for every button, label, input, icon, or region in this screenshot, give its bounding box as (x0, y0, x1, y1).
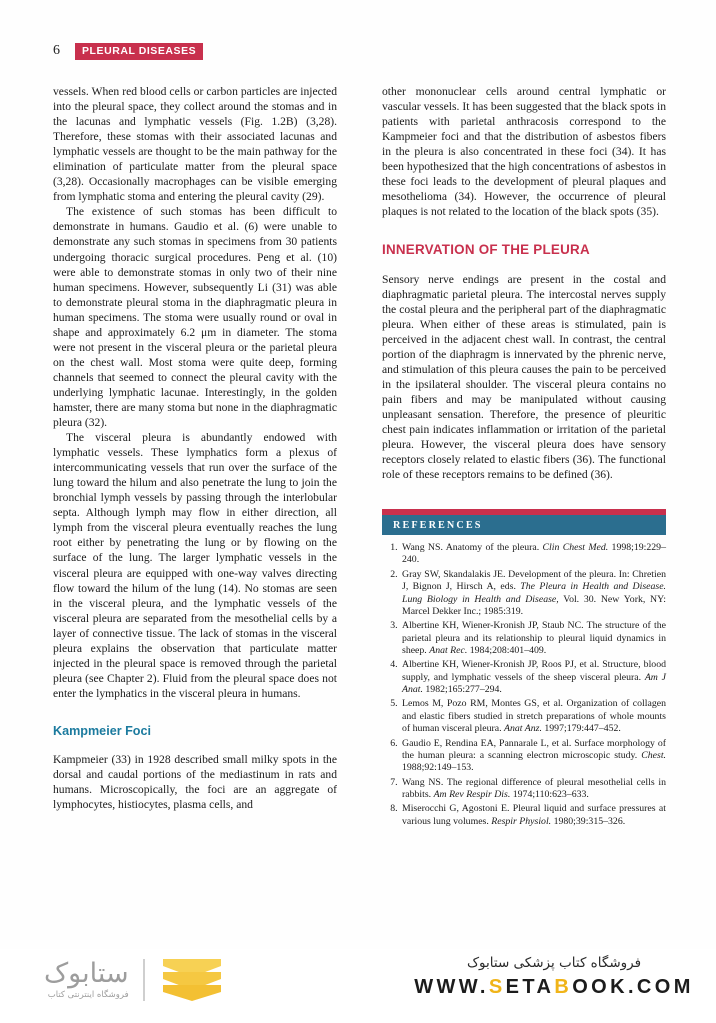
reference-text: Albertine KH, Wiener-Kronish JP, Roos PJ, et al. Structure, blood supply, and lymphatic vessels of the sheep visceral pleura. (402, 659, 666, 683)
running-head (53, 43, 203, 60)
reference-text: Lemos M, Pozo RM, Montes GS, et al. Organization of collagen and elastic fibers studied in stretch preparations of whole mounts of human visceral pleura. (402, 698, 666, 735)
reference-source-title: Anat Rec. (429, 644, 468, 656)
references-list (382, 542, 666, 828)
logo-divider (143, 959, 145, 1001)
references-block (382, 509, 666, 828)
footer-url (404, 976, 704, 999)
reference-text: 1997;179:447–452. (541, 723, 621, 735)
reference-text: Wang NS. Anatomy of the pleura. (402, 542, 543, 554)
reference-item (400, 569, 666, 618)
references-title: REFERENCES (393, 519, 483, 531)
reference-text: 1982;165:277–294. (422, 683, 502, 695)
reference-text: Vol. 30. New York, NY: Marcel Dekker Inc.; 1985:319. (402, 593, 666, 617)
footer-brand (404, 955, 704, 999)
chevron-logo-icon (159, 957, 225, 1003)
reference-item (400, 542, 666, 567)
reference-text: Albertine KH, Wiener-Kronish JP, Staub NC. The structure of the parietal pleura and its relationship to pleural liquid dynamics in sheep. (402, 620, 666, 656)
reference-text: 1988;92:149–153. (402, 762, 474, 774)
paragraph: vessels. When red blood cells or carbon particles are injected into the pleural space, they collect around the stomas and in the lacunas and lymphatic vessels (Fig. 1.2B) (3,28). Therefore, these stomas with their associated lacunas and lymphatic vessels are thought to be the main pathway for the elimination of particulate matter from the pleural space (3,28). Occasionally macrophages can be visible emerging from lymphatic stoma and entering the pleural cavity (29). (53, 85, 337, 204)
right-column (382, 84, 666, 830)
reference-text: Miserocchi G, Agostoni E. Pleural liquid and surface pressures at various lung volumes. (402, 803, 666, 827)
reference-item (400, 738, 666, 775)
paragraph: Sensory nerve endings are present in the costal and diaphragmatic parietal pleura. The intercostal nerves supply the costal pleura and the peripheral part of the diaphragmatic pleura. When either of these areas is stimulated, pain is perceived in the adjacent chest wall. In contrast, the central portion of the diaphragm is innervated by the phrenic nerve, and stimulation of this pleura causes the pain to be perceived in the ipsilateral shoulder. The visceral pleura contains no pain fibers and may be manipulated without causing unpleasant sensation. Therefore, the presence of pleuritic chest pain indicates inflammation or irritation of the parietal pleura. However, the visceral pleura does have sensory receptors closely related to elastic fibers (36). The functional role of these receptors remains to be defined (36). (382, 272, 666, 482)
section-heading-innervation-of-the-pleura: INNERVATION OF THE PLEURA (382, 242, 590, 258)
paragraph: The existence of such stomas has been difficult to demonstrate in humans. Gaudio et al. (6) were unable to demonstrate any such stomas in specimens from 30 patients undergoing thoracic surgical procedures. Peng et al. (10) were able to demonstrate stomas in only two of their nine human specimens. However, subsequently Li (31) was able to demonstrate pleural stoma in the diaphragmatic pleura in human specimens. The stoma were usually round or oval in shape and approximately 6.2 μm in diameter. The stoma were not present in the visceral pleura or the parietal pleura on the chest wall. Most stoma were quite deep, forming channels that seemed to connect the pleural cavity with the underlying lymphatic lacunae. Interestingly, in the golden hamster, there are many stoma but none in the diaphragmatic pleura (32). (53, 205, 337, 430)
reference-text: 1984;208:401–409. (467, 644, 547, 656)
references-band (382, 515, 666, 535)
logo-subtitle: فروشگاه اینترنتی کتاب (47, 990, 129, 1000)
reference-item (400, 777, 666, 802)
reference-source-title: The Pleura in Health and Disease. Lung Biology in Health and Disease, (402, 581, 666, 605)
left-column (53, 84, 337, 812)
paragraph: other mononuclear cells around central lymphatic or vascular vessels. It has been suggested that the black spots in patients with parietal anthracosis correspond to the Kampmeier foci and that the distribution of asbestos fibers in the pleura is also concentrated in these foci (34). It has been hypothesized that the high concentrations of asbestos in these foci leads to the development of pleural plaques and mesothelioma (34). However, the occurrence of pleural plaques is not related to the location of the black spots (35). (382, 85, 666, 219)
page-number: 6 (53, 43, 60, 59)
url-highlight-b: B (554, 975, 573, 998)
reference-source-title: Am Rev Respir Dis. (433, 788, 511, 800)
reference-source-title: Respir Physiol. (491, 815, 552, 827)
reference-text: Wang NS. The regional difference of pleural mesothelial cells in rabbits. (402, 776, 666, 800)
subsection-heading-kampmeier-foci: Kampmeier Foci (53, 723, 151, 738)
reference-item (400, 620, 666, 657)
reference-text: 1974;110:623–633. (510, 788, 589, 800)
url-mid: ETA (505, 975, 555, 998)
url-prefix: WWW. (414, 975, 489, 998)
reference-item (400, 698, 666, 735)
logo-wordmark: ستابوک (44, 958, 129, 989)
running-head-banner: PLEURAL DISEASES (75, 43, 203, 60)
body-columns (53, 84, 666, 949)
footer-watermark (0, 949, 716, 1023)
reference-source-title: Am J Anat. (402, 671, 666, 695)
url-highlight-s: S (488, 975, 506, 998)
reference-text: 1998;19:229–240. (402, 542, 666, 566)
reference-item (400, 803, 666, 828)
footer-logo (44, 957, 225, 1003)
url-suffix: OOK.COM (572, 975, 694, 998)
reference-item (400, 659, 666, 696)
paragraph: The visceral pleura is abundantly endowed with lymphatic vessels. These lymphatics form a plexus of intercommunicating vessels that run over the surface of the lung toward the hilum and also penetrate the lung to join the bronchial lymph vessels by passing through the interlobular septa. Although lymph may flow in either direction, all lymph from the visceral pleura eventually reaches the lung root either by penetrating the lung or by flowing on the surface of the lung. The larger lymphatic vessels in the visceral pleura are equipped with one-way valves directing flow toward the hilum of the lung (14). No stomas are seen in the visceral pleura, and the lymphatic vessels of the visceral pleura are separated from the mesothelial cells by a layer of connective tissue. The lack of stomas in the visceral pleura explains the observation that particulate matter injected in the pleural space is removed through the parietal pleura (see Chapter 2). Fluid from the pleural space does not enter the lymphatics in the visceral pleura in humans. (53, 431, 337, 700)
reference-text: Gray SW, Skandalakis JE. Development of the pleura. In: Chretien J, Bignon J, Hirsch A, eds. (402, 568, 666, 593)
logo-text-block (44, 960, 129, 1000)
reference-source-title: Anat Anz. (504, 723, 542, 735)
reference-source-title: Clin Chest Med. (542, 542, 609, 554)
reference-source-title: Chest. (641, 749, 666, 761)
reference-text: 1980;39:315–326. (551, 815, 626, 827)
footer-tagline: فروشگاه کتاب پزشکی ستابوک (466, 955, 642, 971)
paragraph: Kampmeier (33) in 1928 described small milky spots in the dorsal and caudal portions of the mediastinum in rats and humans. Microscopically, the foci are an aggregate of lymphocytes, histiocytes, plasma cells, and (53, 753, 337, 812)
reference-text: Gaudio E, Rendina EA, Pannarale L, et al. Surface morphology of the human pleura: a scanning electron microscopic study. (402, 737, 666, 761)
